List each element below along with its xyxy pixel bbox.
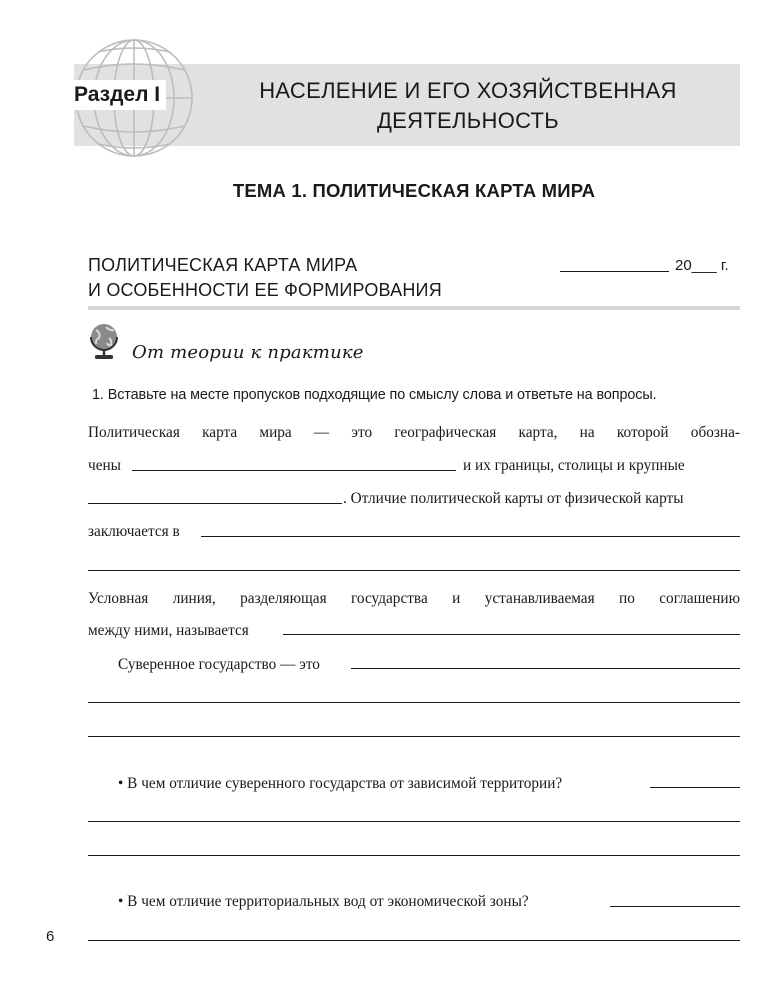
answer-line-difference[interactable] [201,536,740,537]
section-title-line-1: НАСЕЛЕНИЕ И ЕГО ХОЗЯЙСТВЕННАЯ [259,78,677,103]
section-title-line-2: ДЕЯТЕЛЬНОСТЬ [376,108,560,133]
answer-line-states[interactable] [132,470,456,471]
paragraph-3-start: Суверенное государство — это [118,656,320,673]
section-title [200,76,736,136]
answer-line-difference-continued[interactable] [88,570,740,571]
date-blank-line[interactable] [560,271,669,272]
lesson-title [88,253,528,303]
desk-globe-icon [84,320,126,362]
answer-line-sovereign-state-3[interactable] [88,736,740,737]
answer-line-question-1[interactable] [650,787,740,788]
date-year-label: 20___ г. [675,257,729,274]
question-2: • В чем отличие территориальных вод от экономической зоны? [118,893,529,910]
paragraph-1-line-2-start: чены [88,457,121,474]
task-1-instruction: 1. Вставьте на месте пропусков подходящие по смыслу слова и ответьте на вопросы. [92,387,657,403]
lesson-title-line-1: ПОЛИТИЧЕСКАЯ КАРТА МИРА [88,255,358,275]
topic-title: ТЕМА 1. ПОЛИТИЧЕСКАЯ КАРТА МИРА [232,180,596,201]
paragraph-1-line-3-end: . Отличие политической карты от физической карты [343,490,684,507]
paragraph-2-line-2-start: между ними, называется [88,622,249,639]
lesson-title-line-2: И ОСОБЕННОСТИ ЕЕ ФОРМИРОВАНИЯ [88,280,442,300]
lesson-title-underline [88,306,740,310]
answer-line-sovereign-state-2[interactable] [88,702,740,703]
page-number: 6 [46,928,55,945]
answer-line-sovereign-state[interactable] [351,668,740,669]
section-label: Раздел I [68,80,166,110]
answer-line-border[interactable] [283,634,740,635]
paragraph-1-line-1: Политическая карта мира — это географическая карта, на которой обозна- [88,424,740,441]
paragraph-2-line-1: Условная линия, разделяющая государства и устанавливаемая по соглашению [88,590,740,607]
answer-line-question-1-2[interactable] [88,821,740,822]
question-1: • В чем отличие суверенного государства от зависимой территории? [118,775,563,792]
answer-line-question-2-2[interactable] [88,940,740,941]
paragraph-1-line-4-start: заключается в [88,523,180,540]
practice-heading: От теории к практике [132,342,364,363]
answer-line-cities[interactable] [88,503,342,504]
paragraph-1-line-2-end: и их границы, столицы и крупные [463,457,685,474]
answer-line-question-2[interactable] [610,906,740,907]
answer-line-question-1-3[interactable] [88,855,740,856]
